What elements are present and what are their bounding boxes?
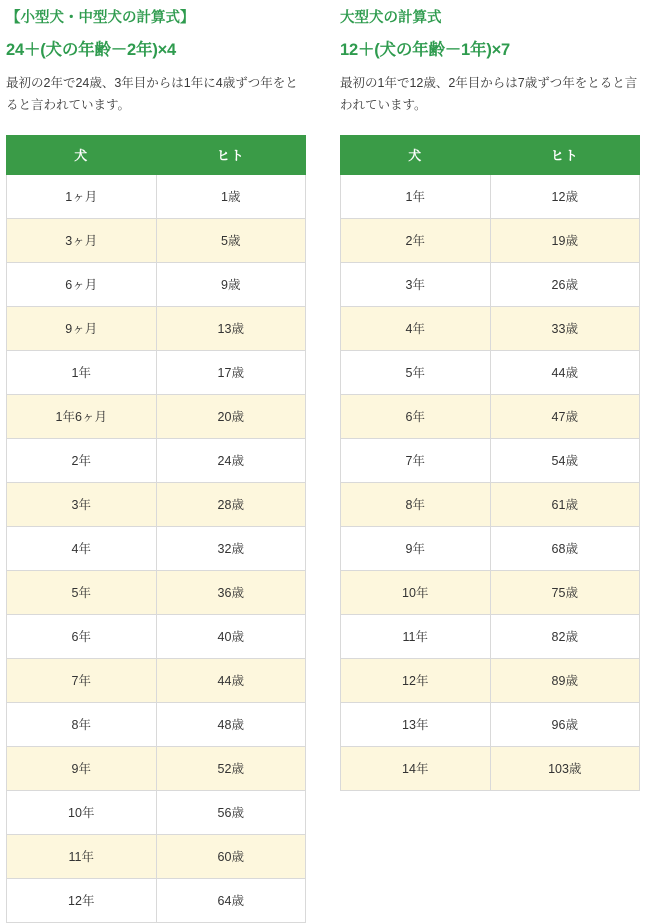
- table-row: [341, 262, 640, 306]
- cell-human-age: 47歳: [490, 394, 640, 438]
- cell-human-age: 48歳: [156, 702, 306, 746]
- column-large-dog: [340, 8, 640, 791]
- cell-dog-age: 11年: [7, 834, 157, 878]
- column-header-dog: 犬: [341, 135, 491, 174]
- table-row: [341, 526, 640, 570]
- table-row: [7, 702, 306, 746]
- cell-human-age: 33歳: [490, 306, 640, 350]
- table-row: [341, 746, 640, 790]
- cell-human-age: 12歳: [490, 174, 640, 218]
- table-row: [7, 878, 306, 922]
- cell-dog-age: 2年: [341, 218, 491, 262]
- columns-container: [6, 8, 639, 923]
- cell-human-age: 26歳: [490, 262, 640, 306]
- table-row: [341, 350, 640, 394]
- table-row: [341, 174, 640, 218]
- cell-dog-age: 11年: [341, 614, 491, 658]
- table-row: [7, 482, 306, 526]
- cell-human-age: 68歳: [490, 526, 640, 570]
- cell-dog-age: 13年: [341, 702, 491, 746]
- cell-dog-age: 6年: [341, 394, 491, 438]
- table-row: [7, 174, 306, 218]
- cell-human-age: 13歳: [156, 306, 306, 350]
- cell-human-age: 75歳: [490, 570, 640, 614]
- table-row: [341, 438, 640, 482]
- table-row: [7, 834, 306, 878]
- table-row: [7, 218, 306, 262]
- cell-dog-age: 7年: [7, 658, 157, 702]
- table-row: [341, 614, 640, 658]
- cell-human-age: 28歳: [156, 482, 306, 526]
- cell-human-age: 1歳: [156, 174, 306, 218]
- table-row: [7, 438, 306, 482]
- table-row: [7, 526, 306, 570]
- cell-dog-age: 14年: [341, 746, 491, 790]
- column-header-dog: 犬: [7, 135, 157, 174]
- small-medium-heading: 【小型犬・中型犬の計算式】: [6, 10, 195, 26]
- cell-dog-age: 12年: [7, 878, 157, 922]
- table-row: [7, 658, 306, 702]
- cell-human-age: 40歳: [156, 614, 306, 658]
- large-dog-heading: 大型犬の計算式: [340, 10, 442, 26]
- table-row: [7, 262, 306, 306]
- cell-human-age: 56歳: [156, 790, 306, 834]
- cell-human-age: 82歳: [490, 614, 640, 658]
- table-row: [7, 790, 306, 834]
- small-medium-formula: 24＋(犬の年齢－2年)×4: [6, 41, 177, 60]
- small-medium-description: 最初の2年で24歳、3年目からは1年に4歳ずつ年をとると言われています。: [6, 76, 298, 113]
- small-medium-age-table: [6, 135, 306, 923]
- table-row: [7, 746, 306, 790]
- cell-human-age: 54歳: [490, 438, 640, 482]
- table-row: [7, 350, 306, 394]
- cell-dog-age: 7年: [341, 438, 491, 482]
- cell-dog-age: 9年: [7, 746, 157, 790]
- table-row: [341, 218, 640, 262]
- cell-human-age: 64歳: [156, 878, 306, 922]
- cell-dog-age: 1ヶ月: [7, 174, 157, 218]
- cell-dog-age: 8年: [341, 482, 491, 526]
- table-row: [7, 614, 306, 658]
- cell-human-age: 24歳: [156, 438, 306, 482]
- cell-human-age: 5歳: [156, 218, 306, 262]
- table-header-row: [341, 135, 640, 174]
- cell-dog-age: 4年: [7, 526, 157, 570]
- cell-dog-age: 4年: [341, 306, 491, 350]
- large-dog-description: 最初の1年で12歳、2年目からは7歳ずつ年をとると言われています。: [340, 76, 638, 113]
- cell-dog-age: 1年: [341, 174, 491, 218]
- large-dog-formula: 12＋(犬の年齢－1年)×7: [340, 41, 511, 60]
- cell-dog-age: 9ヶ月: [7, 306, 157, 350]
- table-header-row: [7, 135, 306, 174]
- column-header-human: ヒト: [490, 135, 640, 174]
- large-dog-table-body: [341, 174, 640, 790]
- cell-human-age: 96歳: [490, 702, 640, 746]
- table-row: [341, 306, 640, 350]
- cell-dog-age: 5年: [7, 570, 157, 614]
- cell-human-age: 19歳: [490, 218, 640, 262]
- cell-human-age: 44歳: [490, 350, 640, 394]
- cell-dog-age: 8年: [7, 702, 157, 746]
- table-row: [7, 306, 306, 350]
- cell-human-age: 9歳: [156, 262, 306, 306]
- table-row: [7, 570, 306, 614]
- table-row: [341, 482, 640, 526]
- cell-human-age: 17歳: [156, 350, 306, 394]
- cell-human-age: 44歳: [156, 658, 306, 702]
- cell-dog-age: 2年: [7, 438, 157, 482]
- cell-human-age: 36歳: [156, 570, 306, 614]
- table-row: [341, 702, 640, 746]
- cell-dog-age: 3ヶ月: [7, 218, 157, 262]
- cell-dog-age: 5年: [341, 350, 491, 394]
- table-row: [341, 570, 640, 614]
- cell-dog-age: 1年6ヶ月: [7, 394, 157, 438]
- cell-human-age: 52歳: [156, 746, 306, 790]
- table-row: [7, 394, 306, 438]
- cell-human-age: 89歳: [490, 658, 640, 702]
- small-medium-table-body: [7, 174, 306, 922]
- column-header-human: ヒト: [156, 135, 306, 174]
- cell-dog-age: 6年: [7, 614, 157, 658]
- cell-dog-age: 12年: [341, 658, 491, 702]
- table-row: [341, 658, 640, 702]
- table-row: [341, 394, 640, 438]
- cell-dog-age: 3年: [341, 262, 491, 306]
- cell-dog-age: 9年: [341, 526, 491, 570]
- cell-dog-age: 1年: [7, 350, 157, 394]
- cell-dog-age: 3年: [7, 482, 157, 526]
- large-dog-age-table: [340, 135, 640, 791]
- cell-dog-age: 10年: [7, 790, 157, 834]
- column-small-medium-dog: [6, 8, 306, 923]
- cell-human-age: 61歳: [490, 482, 640, 526]
- cell-human-age: 60歳: [156, 834, 306, 878]
- cell-human-age: 20歳: [156, 394, 306, 438]
- cell-dog-age: 10年: [341, 570, 491, 614]
- cell-human-age: 32歳: [156, 526, 306, 570]
- cell-human-age: 103歳: [490, 746, 640, 790]
- cell-dog-age: 6ヶ月: [7, 262, 157, 306]
